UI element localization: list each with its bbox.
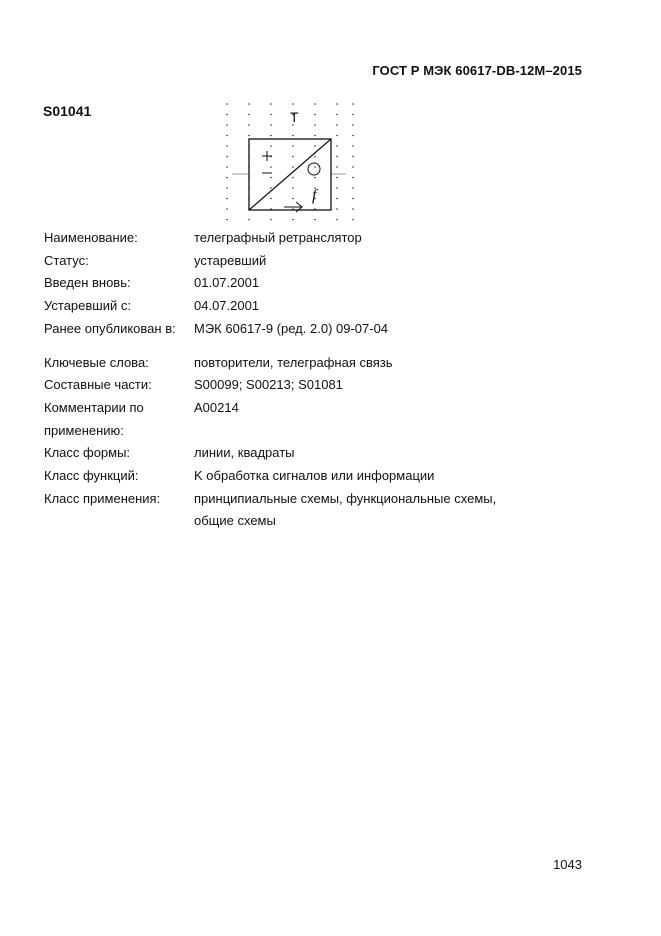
property-row [44,272,564,295]
grid-dot [314,156,316,158]
property-key: Наименование: [44,230,138,245]
property-row [44,250,564,273]
property-value: S00099; S00213; S01081 [194,377,343,393]
property-row [44,227,564,250]
property-row [44,465,564,488]
property-key: применению: [44,422,124,438]
grid-dot [248,114,250,116]
grid-dot [270,166,272,168]
section-gap [44,341,564,352]
grid-dot [226,103,228,105]
property-row [44,374,564,397]
grid-dot [352,166,354,168]
grid-dot [270,198,272,200]
grid-dot [292,103,294,105]
symbol-code: S01041 [43,103,92,119]
grid-dot [336,124,338,126]
grid-dot [292,135,294,137]
property-key: Ранее опубликован в: [44,320,176,336]
grid-dot [314,166,316,168]
grid-dot [292,187,294,189]
grid-dot [352,145,354,147]
grid-dot [352,187,354,189]
grid-dot [270,124,272,126]
grid-dot [270,114,272,116]
grid-dot [314,219,316,221]
property-key: Класс применения: [44,490,161,506]
property-key [44,510,194,533]
property-value: 01.07.2001 [194,275,260,291]
grid-dot [226,187,228,189]
grid-dot [314,124,316,126]
grid-dot [270,187,272,189]
grid-dot [336,198,338,200]
grid-dot [336,219,338,221]
grid-dot [248,124,250,126]
grid-dot [226,135,228,137]
page-number: 1043 [553,857,582,872]
property-row [44,397,564,420]
grid-dot [352,114,354,116]
grid-dot [352,103,354,105]
grid-dot [226,166,228,168]
grid-dot [352,198,354,200]
grid-dot [352,124,354,126]
property-key: Составные части: [44,377,152,393]
diagonal-line [249,139,331,210]
grid-dot [352,208,354,210]
symbol-label-f: f [312,187,317,204]
grid-dot [336,208,338,210]
property-key: Класс функций: [44,468,139,484]
grid-dot [336,114,338,116]
property-row [44,295,564,318]
property-key: Комментарии по [44,399,144,415]
grid-dot [270,177,272,179]
grid-dot [314,135,316,137]
property-row [44,420,564,443]
grid-dot [336,103,338,105]
grid-dot [226,145,228,147]
symbol-label-t: T [290,109,299,125]
property-value: A00214 [194,399,239,415]
property-row [44,488,564,511]
property-row [44,352,564,375]
grid-dot [292,177,294,179]
properties-list [44,227,564,533]
grid-dot [292,166,294,168]
grid-dot [226,124,228,126]
property-value: линии, квадраты [194,445,295,461]
grid-dot [352,177,354,179]
grid-dot [352,156,354,158]
property-key: Устаревший с: [44,298,131,314]
circle-mark [308,163,320,175]
secondary-properties [44,352,564,534]
grid-dot [336,156,338,158]
grid-dot [292,156,294,158]
property-value: принципиальные схемы, функциональные схемы, [194,490,497,506]
grid-dot [248,103,250,105]
property-value: общие схемы [194,513,276,529]
grid-dot [270,219,272,221]
property-key: Ключевые слова: [44,354,149,370]
grid-dot [352,135,354,137]
grid-dot [314,114,316,116]
property-value: K обработка сигналов или информации [194,468,435,484]
grid-dot [314,145,316,147]
grid-dot [336,135,338,137]
grid-dot [336,145,338,147]
grid-dot [248,135,250,137]
property-value: повторители, телеграфная связь [194,354,393,370]
property-row [44,442,564,465]
grid-dot [248,219,250,221]
grid-dot [336,166,338,168]
property-row [44,318,564,341]
property-key: Класс формы: [44,445,131,461]
grid-dot [336,177,338,179]
grid-dot [270,145,272,147]
standard-header: ГОСТ Р МЭК 60617-DB-12M–2015 [372,63,582,78]
property-row [44,510,564,533]
property-value: устаревший [194,252,267,268]
property-value: МЭК 60617-9 (ред. 2.0) 09-07-04 [194,320,389,336]
grid-dot [226,156,228,158]
grid-dot [314,103,316,105]
grid-dot [270,103,272,105]
property-value [194,420,564,443]
grid-dot [336,187,338,189]
grid-dot [226,208,228,210]
property-key: Статус: [44,252,89,268]
grid-dot [226,177,228,179]
property-value: 04.07.2001 [194,298,260,314]
property-value: телеграфный ретранслятор [194,230,362,245]
grid-dot [292,145,294,147]
grid-dot [226,219,228,221]
property-key: Введен вновь: [44,275,131,291]
grid-dot [270,135,272,137]
telegraph-repeater-symbol-icon [222,100,358,224]
grid-dot [292,198,294,200]
grid-dot [314,177,316,179]
grid-dot [352,219,354,221]
primary-properties [44,227,564,341]
grid-dot [226,198,228,200]
grid-dot [292,219,294,221]
grid-dot [226,114,228,116]
